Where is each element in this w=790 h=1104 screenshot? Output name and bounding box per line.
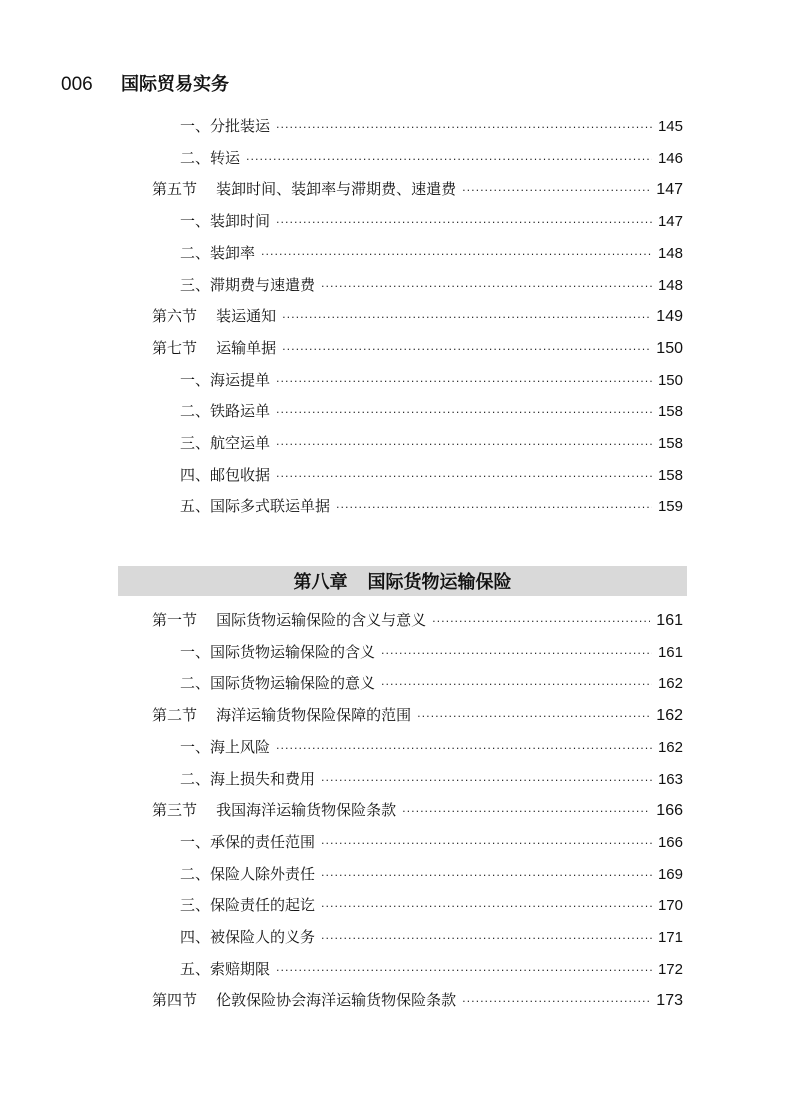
dot-leader xyxy=(381,675,652,695)
toc-entry-label: 第一节 国际货物运输保险的含义与意义 xyxy=(152,611,427,629)
toc-entry-label: 二、保险人除外责任 xyxy=(180,864,316,883)
chapter-heading xyxy=(118,566,687,596)
chapter-number: 第八章 xyxy=(293,572,348,593)
toc-item-entry xyxy=(180,769,683,791)
toc-entry-page: 148 xyxy=(657,244,683,262)
dot-leader xyxy=(276,403,652,423)
toc-entry-page: 162 xyxy=(657,738,683,756)
dot-leader xyxy=(261,245,652,265)
toc-item-entry xyxy=(180,927,683,949)
dot-leader xyxy=(336,498,652,518)
toc-entry-page: 162 xyxy=(657,675,683,693)
toc-entry-page: 170 xyxy=(657,897,683,915)
toc-entry-label: 二、转运 xyxy=(180,148,241,167)
toc-entry-label: 四、邮包收据 xyxy=(180,465,271,484)
dot-leader xyxy=(276,435,652,455)
toc-entry-label: 一、承保的责任范围 xyxy=(180,832,316,851)
dot-leader xyxy=(321,929,652,949)
toc-item-entry xyxy=(180,642,683,664)
toc-entry-page: 166 xyxy=(657,833,683,851)
toc-entry-page: 158 xyxy=(657,466,683,484)
toc-entry-label: 第六节 装运通知 xyxy=(152,307,277,326)
toc-entry-page: 159 xyxy=(657,498,683,516)
toc-entry-label: 一、海运提单 xyxy=(180,370,271,389)
toc-item-entry xyxy=(180,148,683,170)
toc-entry-label: 第二节 海洋运输货物保险保障的范围 xyxy=(152,706,412,725)
toc-item-entry xyxy=(180,401,683,423)
toc-item-entry xyxy=(180,370,683,392)
toc-entry-label: 二、海上损失和费用 xyxy=(180,769,316,788)
toc-item-entry xyxy=(180,496,683,518)
dot-leader xyxy=(381,644,652,664)
toc-entry-page: 171 xyxy=(657,929,683,946)
toc-entry-label: 三、滞期费与速遣费 xyxy=(180,275,316,294)
toc-item-entry xyxy=(180,243,683,265)
dot-leader xyxy=(321,277,652,297)
toc-entry-label: 二、铁路运单 xyxy=(180,402,271,421)
toc-item-entry xyxy=(180,673,683,695)
toc-item-entry xyxy=(180,465,683,487)
toc-entry-label: 五、国际多式联运单据 xyxy=(180,497,331,516)
dot-leader xyxy=(276,372,652,392)
toc-entry-page: 147 xyxy=(657,213,683,231)
toc-entry-label: 四、被保险人的义务 xyxy=(180,928,316,946)
toc-entry-label: 第四节 伦敦保险协会海洋运输货物保险条款 xyxy=(152,991,457,1010)
toc-section-entry xyxy=(152,338,683,360)
toc-entry-label: 一、装卸时间 xyxy=(180,212,271,231)
toc-item-entry xyxy=(180,275,683,297)
toc-entry-page: 166 xyxy=(656,802,683,820)
toc-entry-page: 146 xyxy=(657,149,683,167)
book-title: 国际贸易实务 xyxy=(120,74,229,95)
chapter-title: 国际货物运输保险 xyxy=(367,572,512,593)
toc-entry-page: 161 xyxy=(657,643,683,661)
toc-entry-page: 150 xyxy=(656,339,683,357)
toc-item-entry xyxy=(180,737,683,759)
toc-entry-page: 145 xyxy=(657,118,683,135)
toc-entry-label: 二、国际货物运输保险的意义 xyxy=(180,674,376,693)
dot-leader xyxy=(321,866,652,886)
toc-section-entry xyxy=(152,800,683,822)
dot-leader xyxy=(276,118,652,138)
toc-item-entry xyxy=(180,832,683,854)
dot-leader xyxy=(282,340,650,360)
toc-entry-label: 三、航空运单 xyxy=(180,434,271,452)
page-header xyxy=(61,70,229,96)
dot-leader xyxy=(462,992,650,1012)
dot-leader xyxy=(321,834,652,854)
toc-entry-label: 三、保险责任的起讫 xyxy=(180,896,316,915)
toc-item-entry xyxy=(180,116,683,138)
dot-leader xyxy=(246,150,652,170)
toc-item-entry xyxy=(180,959,683,981)
toc-entry-page: 149 xyxy=(656,308,683,326)
dot-leader xyxy=(321,897,652,917)
toc-section-entry xyxy=(152,179,683,201)
toc-section-entry xyxy=(152,610,683,632)
toc-item-entry xyxy=(180,864,683,886)
toc-entry-page: 173 xyxy=(656,992,683,1010)
toc-entry-label: 五、索赔期限 xyxy=(180,959,271,978)
dot-leader xyxy=(321,771,652,791)
dot-leader xyxy=(276,467,652,487)
dot-leader xyxy=(417,707,650,727)
toc-entry-page: 172 xyxy=(657,960,683,978)
toc-section-entry xyxy=(152,306,683,328)
toc-entry-page: 158 xyxy=(657,435,683,452)
toc-item-entry xyxy=(180,211,683,233)
toc-entry-page: 162 xyxy=(656,707,683,725)
toc-entry-label: 一、国际货物运输保险的含义 xyxy=(180,642,376,661)
dot-leader xyxy=(276,739,652,759)
dot-leader xyxy=(276,213,652,233)
toc-entry-page: 150 xyxy=(657,371,683,389)
dot-leader xyxy=(432,612,650,632)
toc-entry-label: 第三节 我国海洋运输货物保险条款 xyxy=(152,801,397,820)
dot-leader xyxy=(282,308,650,328)
toc-entry-label: 第七节 运输单据 xyxy=(152,338,277,357)
page-number: 006 xyxy=(61,74,93,95)
toc-entry-page: 147 xyxy=(656,181,683,199)
toc-entry-page: 148 xyxy=(657,276,683,294)
toc-item-entry xyxy=(180,895,683,917)
dot-leader xyxy=(276,961,652,981)
dot-leader xyxy=(402,802,650,822)
toc-entry-label: 二、装卸率 xyxy=(180,243,256,262)
dot-leader xyxy=(462,181,650,201)
toc-entry-page: 158 xyxy=(657,403,683,421)
toc-entry-label: 一、分批装运 xyxy=(180,117,271,135)
toc-entry-label: 第五节 装卸时间、装卸率与滞期费、速遣费 xyxy=(152,180,457,199)
toc-entry-page: 161 xyxy=(656,612,683,629)
toc-entry-label: 一、海上风险 xyxy=(180,737,271,756)
toc-section-entry xyxy=(152,990,683,1012)
toc-entry-page: 169 xyxy=(657,865,683,883)
toc-section-entry xyxy=(152,705,683,727)
toc-item-entry xyxy=(180,433,683,455)
toc-entry-page: 163 xyxy=(657,770,683,788)
